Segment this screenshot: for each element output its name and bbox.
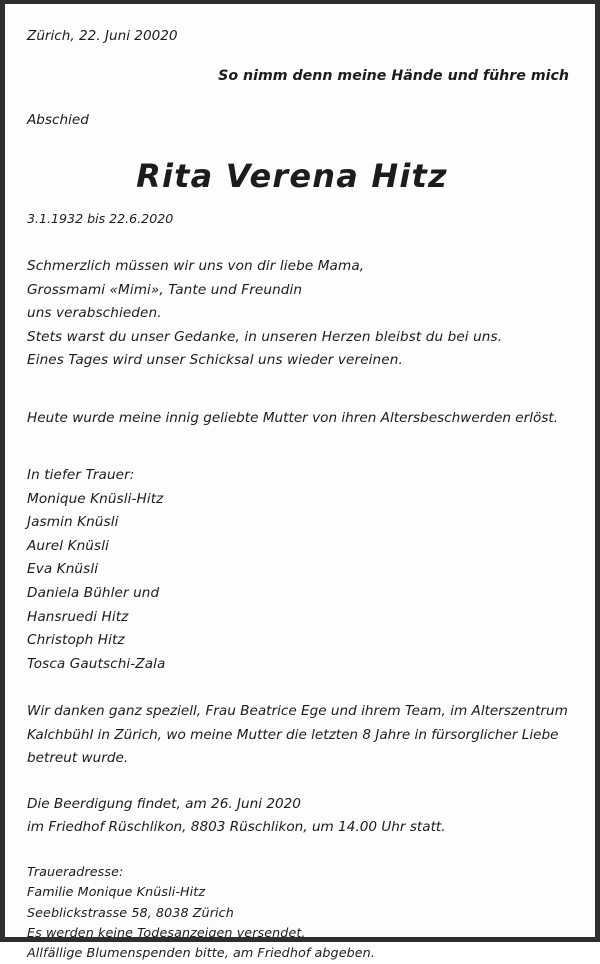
verse-line: Schmerzlich müssen wir uns von dir liebe Mama, (27, 258, 365, 274)
mourner-name: Jasmin Knüsli (27, 514, 119, 531)
farewell-label: Abschied (27, 112, 89, 128)
spacer (27, 395, 571, 407)
opening-verse: So nimm denn meine Hände und führe mich (218, 68, 569, 84)
funeral-details (27, 793, 571, 840)
verse-line: Eines Tages wird unser Schicksal uns wieder vereinen. (27, 352, 403, 368)
mourning-address (27, 862, 571, 964)
thanks-paragraph (27, 700, 571, 771)
verse-line: Grossmami «Mimi», Tante und Freundin (27, 281, 303, 298)
note-no-cards: Es werden keine Todesanzeigen versendet. (27, 925, 306, 941)
mourner-name: Eva Knüsli (27, 561, 99, 578)
address-family: Familie Monique Knüsli-Hitz (27, 884, 206, 900)
thanks-line: Kalchbühl in Zürich, wo meine Mutter die letzten 8 Jahre in fürsorglicher Liebe (27, 726, 559, 743)
verse-line: uns verabschieden. (27, 305, 162, 321)
place-and-date: Zürich, 22. Juni 20020 (27, 28, 178, 44)
verse-line: Stets warst du unser Gedanke, in unseren Herzen bleibst du bei uns. (27, 328, 503, 345)
note-flowers: Allfällige Blumenspenden bitte, am Friedhof abgeben. (27, 945, 375, 961)
address-street-city: Seeblickstrasse 58, 8038 Zürich (27, 904, 234, 920)
memorial-verse (27, 255, 571, 373)
notice-paper (5, 4, 595, 961)
spacer (27, 452, 571, 464)
thanks-line: Wir danken ganz speziell, Frau Beatrice Ege und ihrem Team, im Alterszentrum (27, 703, 568, 720)
mourner-name: Monique Knüsli-Hitz (27, 490, 164, 507)
funeral-line: im Friedhof Rüschlikon, 8803 Rüschlikon, um 14.00 Uhr statt. (27, 819, 446, 836)
address-label: Traueradresse: (27, 863, 124, 879)
mourner-name: Hansruedi Hitz (27, 608, 129, 625)
thanks-line: betreut wurde. (27, 750, 129, 767)
announcement (27, 407, 571, 431)
mourner-name: Daniela Bühler und (27, 584, 160, 601)
mourner-name: Christoph Hitz (27, 632, 125, 649)
mourners-list (27, 464, 571, 676)
mourner-name: Tosca Gautschi-Zala (27, 655, 166, 672)
mourners-label: In tiefer Trauer: (27, 467, 135, 483)
announcement-text: Heute wurde meine innig geliebte Mutter von ihren Altersbeschwerden erlöst. (27, 409, 559, 426)
mourner-name: Aurel Knüsli (27, 537, 109, 554)
life-dates: 3.1.1932 bis 22.6.2020 (27, 211, 174, 226)
deceased-name: Rita Verena Hitz (136, 157, 448, 195)
funeral-line: Die Beerdigung findet, am 26. Juni 2020 (27, 795, 301, 812)
